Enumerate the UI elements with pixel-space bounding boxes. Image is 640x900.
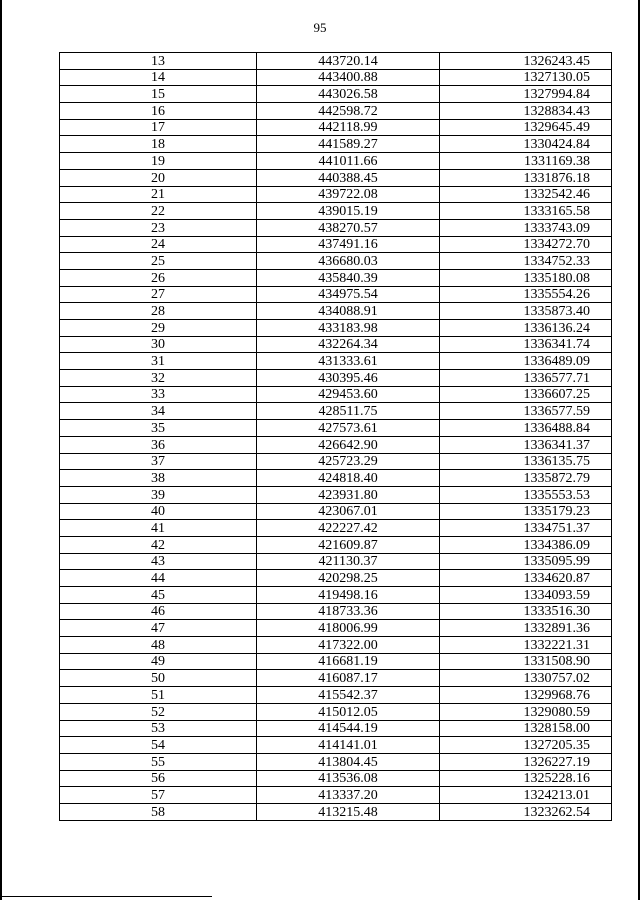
y-coordinate-cell: 1336577.71 bbox=[440, 370, 612, 387]
table-row bbox=[60, 553, 612, 570]
y-coordinate-cell: 1336135.75 bbox=[440, 453, 612, 470]
y-coordinate-cell: 1336489.09 bbox=[440, 353, 612, 370]
point-number-cell: 19 bbox=[60, 153, 257, 170]
point-number-cell: 47 bbox=[60, 620, 257, 637]
table-row bbox=[60, 770, 612, 787]
point-number-cell: 57 bbox=[60, 787, 257, 804]
point-number-cell: 20 bbox=[60, 169, 257, 186]
table-row bbox=[60, 703, 612, 720]
table-row bbox=[60, 103, 612, 120]
y-coordinate-cell: 1333743.09 bbox=[440, 219, 612, 236]
y-coordinate-cell: 1335872.79 bbox=[440, 470, 612, 487]
point-number-cell: 52 bbox=[60, 703, 257, 720]
y-coordinate-cell: 1332891.36 bbox=[440, 620, 612, 637]
x-coordinate-cell: 442118.99 bbox=[257, 119, 440, 136]
y-coordinate-cell: 1329645.49 bbox=[440, 119, 612, 136]
table-row bbox=[60, 737, 612, 754]
table-row bbox=[60, 503, 612, 520]
y-coordinate-cell: 1336607.25 bbox=[440, 386, 612, 403]
point-number-cell: 41 bbox=[60, 520, 257, 537]
table-row bbox=[60, 587, 612, 604]
point-number-cell: 34 bbox=[60, 403, 257, 420]
x-coordinate-cell: 434975.54 bbox=[257, 286, 440, 303]
table-row bbox=[60, 303, 612, 320]
y-coordinate-cell: 1323262.54 bbox=[440, 803, 612, 820]
x-coordinate-cell: 425723.29 bbox=[257, 453, 440, 470]
point-number-cell: 44 bbox=[60, 570, 257, 587]
y-coordinate-cell: 1334093.59 bbox=[440, 587, 612, 604]
y-coordinate-cell: 1333516.30 bbox=[440, 603, 612, 620]
point-number-cell: 14 bbox=[60, 69, 257, 86]
y-coordinate-cell: 1334620.87 bbox=[440, 570, 612, 587]
table-row bbox=[60, 720, 612, 737]
x-coordinate-cell: 442598.72 bbox=[257, 103, 440, 120]
point-number-cell: 21 bbox=[60, 186, 257, 203]
point-number-cell: 17 bbox=[60, 119, 257, 136]
point-number-cell: 48 bbox=[60, 637, 257, 654]
y-coordinate-cell: 1327130.05 bbox=[440, 69, 612, 86]
point-number-cell: 43 bbox=[60, 553, 257, 570]
table-row bbox=[60, 787, 612, 804]
y-coordinate-cell: 1328158.00 bbox=[440, 720, 612, 737]
y-coordinate-cell: 1335554.26 bbox=[440, 286, 612, 303]
point-number-cell: 27 bbox=[60, 286, 257, 303]
point-number-cell: 51 bbox=[60, 687, 257, 704]
x-coordinate-cell: 429453.60 bbox=[257, 386, 440, 403]
x-coordinate-cell: 436680.03 bbox=[257, 253, 440, 270]
table-row bbox=[60, 353, 612, 370]
point-number-cell: 54 bbox=[60, 737, 257, 754]
point-number-cell: 25 bbox=[60, 253, 257, 270]
y-coordinate-cell: 1335180.08 bbox=[440, 269, 612, 286]
point-number-cell: 56 bbox=[60, 770, 257, 787]
point-number-cell: 50 bbox=[60, 670, 257, 687]
y-coordinate-cell: 1335553.53 bbox=[440, 486, 612, 503]
point-number-cell: 33 bbox=[60, 386, 257, 403]
table-row bbox=[60, 520, 612, 537]
y-coordinate-cell: 1333165.58 bbox=[440, 203, 612, 220]
x-coordinate-cell: 443400.88 bbox=[257, 69, 440, 86]
table-row bbox=[60, 203, 612, 220]
y-coordinate-cell: 1336341.37 bbox=[440, 436, 612, 453]
table-row bbox=[60, 286, 612, 303]
table-row bbox=[60, 136, 612, 153]
page-number: 95 bbox=[313, 20, 327, 35]
table-row bbox=[60, 470, 612, 487]
point-number-cell: 18 bbox=[60, 136, 257, 153]
x-coordinate-cell: 440388.45 bbox=[257, 169, 440, 186]
x-coordinate-cell: 428511.75 bbox=[257, 403, 440, 420]
x-coordinate-cell: 427573.61 bbox=[257, 420, 440, 437]
x-coordinate-cell: 414544.19 bbox=[257, 720, 440, 737]
table-row bbox=[60, 169, 612, 186]
point-number-cell: 55 bbox=[60, 753, 257, 770]
y-coordinate-cell: 1334752.33 bbox=[440, 253, 612, 270]
table-row bbox=[60, 420, 612, 437]
table-row bbox=[60, 753, 612, 770]
table-row bbox=[60, 687, 612, 704]
table-row bbox=[60, 436, 612, 453]
point-number-cell: 28 bbox=[60, 303, 257, 320]
point-number-cell: 38 bbox=[60, 470, 257, 487]
x-coordinate-cell: 434088.91 bbox=[257, 303, 440, 320]
table-row bbox=[60, 336, 612, 353]
x-coordinate-cell: 413337.20 bbox=[257, 787, 440, 804]
table-row bbox=[60, 236, 612, 253]
x-coordinate-cell: 418006.99 bbox=[257, 620, 440, 637]
point-number-cell: 23 bbox=[60, 219, 257, 236]
point-number-cell: 26 bbox=[60, 269, 257, 286]
point-number-cell: 45 bbox=[60, 587, 257, 604]
table-row bbox=[60, 486, 612, 503]
table-row bbox=[60, 403, 612, 420]
table-row bbox=[60, 86, 612, 103]
table-row bbox=[60, 670, 612, 687]
table-row bbox=[60, 269, 612, 286]
y-coordinate-cell: 1334272.70 bbox=[440, 236, 612, 253]
point-number-cell: 58 bbox=[60, 803, 257, 820]
y-coordinate-cell: 1327205.35 bbox=[440, 737, 612, 754]
footer-rule bbox=[0, 896, 212, 897]
y-coordinate-cell: 1329968.76 bbox=[440, 687, 612, 704]
point-number-cell: 31 bbox=[60, 353, 257, 370]
y-coordinate-cell: 1329080.59 bbox=[440, 703, 612, 720]
y-coordinate-cell: 1336577.59 bbox=[440, 403, 612, 420]
y-coordinate-cell: 1328834.43 bbox=[440, 103, 612, 120]
y-coordinate-cell: 1334751.37 bbox=[440, 520, 612, 537]
x-coordinate-cell: 421130.37 bbox=[257, 553, 440, 570]
table-row bbox=[60, 253, 612, 270]
x-coordinate-cell: 413215.48 bbox=[257, 803, 440, 820]
y-coordinate-cell: 1331169.38 bbox=[440, 153, 612, 170]
table-row bbox=[60, 69, 612, 86]
table-row bbox=[60, 219, 612, 236]
table-row bbox=[60, 453, 612, 470]
x-coordinate-cell: 416681.19 bbox=[257, 653, 440, 670]
x-coordinate-cell: 441589.27 bbox=[257, 136, 440, 153]
point-number-cell: 37 bbox=[60, 453, 257, 470]
x-coordinate-cell: 421609.87 bbox=[257, 536, 440, 553]
point-number-cell: 32 bbox=[60, 370, 257, 387]
point-number-cell: 22 bbox=[60, 203, 257, 220]
table-row bbox=[60, 570, 612, 587]
table-row bbox=[60, 603, 612, 620]
x-coordinate-cell: 441011.66 bbox=[257, 153, 440, 170]
x-coordinate-cell: 423931.80 bbox=[257, 486, 440, 503]
point-number-cell: 36 bbox=[60, 436, 257, 453]
point-number-cell: 39 bbox=[60, 486, 257, 503]
x-coordinate-cell: 430395.46 bbox=[257, 370, 440, 387]
y-coordinate-cell: 1332221.31 bbox=[440, 637, 612, 654]
y-coordinate-cell: 1331876.18 bbox=[440, 169, 612, 186]
y-coordinate-cell: 1335095.99 bbox=[440, 553, 612, 570]
y-coordinate-cell: 1330424.84 bbox=[440, 136, 612, 153]
table-row bbox=[60, 53, 612, 70]
x-coordinate-cell: 431333.61 bbox=[257, 353, 440, 370]
table-row bbox=[60, 620, 612, 637]
x-coordinate-cell: 438270.57 bbox=[257, 219, 440, 236]
table-row bbox=[60, 320, 612, 337]
page-left-border bbox=[0, 0, 2, 900]
y-coordinate-cell: 1334386.09 bbox=[440, 536, 612, 553]
y-coordinate-cell: 1324213.01 bbox=[440, 787, 612, 804]
x-coordinate-cell: 419498.16 bbox=[257, 587, 440, 604]
table-row bbox=[60, 370, 612, 387]
table-row bbox=[60, 637, 612, 654]
point-number-cell: 29 bbox=[60, 320, 257, 337]
x-coordinate-cell: 435840.39 bbox=[257, 269, 440, 286]
x-coordinate-cell: 439015.19 bbox=[257, 203, 440, 220]
table-row bbox=[60, 186, 612, 203]
x-coordinate-cell: 423067.01 bbox=[257, 503, 440, 520]
y-coordinate-cell: 1330757.02 bbox=[440, 670, 612, 687]
point-number-cell: 15 bbox=[60, 86, 257, 103]
x-coordinate-cell: 413536.08 bbox=[257, 770, 440, 787]
point-number-cell: 13 bbox=[60, 53, 257, 70]
point-number-cell: 16 bbox=[60, 103, 257, 120]
point-number-cell: 40 bbox=[60, 503, 257, 520]
y-coordinate-cell: 1335179.23 bbox=[440, 503, 612, 520]
x-coordinate-cell: 426642.90 bbox=[257, 436, 440, 453]
y-coordinate-cell: 1335873.40 bbox=[440, 303, 612, 320]
y-coordinate-cell: 1326243.45 bbox=[440, 53, 612, 70]
x-coordinate-cell: 424818.40 bbox=[257, 470, 440, 487]
point-number-cell: 30 bbox=[60, 336, 257, 353]
y-coordinate-cell: 1336136.24 bbox=[440, 320, 612, 337]
point-number-cell: 53 bbox=[60, 720, 257, 737]
x-coordinate-cell: 413804.45 bbox=[257, 753, 440, 770]
x-coordinate-cell: 418733.36 bbox=[257, 603, 440, 620]
y-coordinate-cell: 1326227.19 bbox=[440, 753, 612, 770]
y-coordinate-cell: 1327994.84 bbox=[440, 86, 612, 103]
coordinate-table-body bbox=[60, 53, 612, 821]
x-coordinate-cell: 416087.17 bbox=[257, 670, 440, 687]
point-number-cell: 42 bbox=[60, 536, 257, 553]
y-coordinate-cell: 1336341.74 bbox=[440, 336, 612, 353]
x-coordinate-cell: 443720.14 bbox=[257, 53, 440, 70]
point-number-cell: 49 bbox=[60, 653, 257, 670]
y-coordinate-cell: 1332542.46 bbox=[440, 186, 612, 203]
x-coordinate-cell: 414141.01 bbox=[257, 737, 440, 754]
table-row bbox=[60, 803, 612, 820]
point-number-cell: 46 bbox=[60, 603, 257, 620]
x-coordinate-cell: 432264.34 bbox=[257, 336, 440, 353]
table-row bbox=[60, 653, 612, 670]
x-coordinate-cell: 439722.08 bbox=[257, 186, 440, 203]
table-row bbox=[60, 536, 612, 553]
y-coordinate-cell: 1325228.16 bbox=[440, 770, 612, 787]
x-coordinate-cell: 417322.00 bbox=[257, 637, 440, 654]
x-coordinate-cell: 443026.58 bbox=[257, 86, 440, 103]
x-coordinate-cell: 420298.25 bbox=[257, 570, 440, 587]
y-coordinate-cell: 1331508.90 bbox=[440, 653, 612, 670]
coordinate-table bbox=[59, 52, 612, 821]
x-coordinate-cell: 433183.98 bbox=[257, 320, 440, 337]
point-number-cell: 24 bbox=[60, 236, 257, 253]
table-row bbox=[60, 119, 612, 136]
x-coordinate-cell: 437491.16 bbox=[257, 236, 440, 253]
table-row bbox=[60, 386, 612, 403]
table-row bbox=[60, 153, 612, 170]
y-coordinate-cell: 1336488.84 bbox=[440, 420, 612, 437]
x-coordinate-cell: 422227.42 bbox=[257, 520, 440, 537]
x-coordinate-cell: 415012.05 bbox=[257, 703, 440, 720]
x-coordinate-cell: 415542.37 bbox=[257, 687, 440, 704]
point-number-cell: 35 bbox=[60, 420, 257, 437]
